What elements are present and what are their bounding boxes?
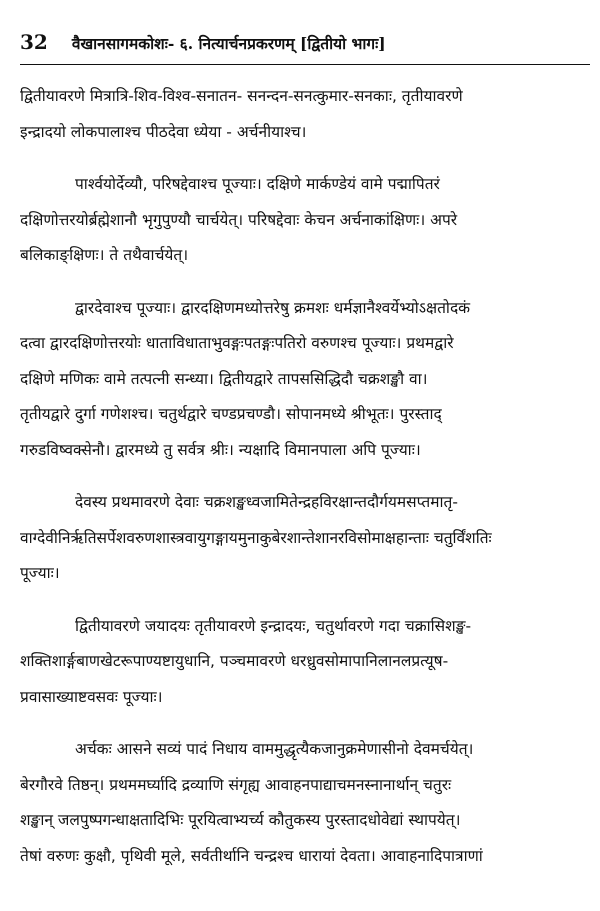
body-text	[20, 79, 590, 874]
paragraph-4	[20, 485, 590, 592]
text-line: द्वितीयावरणे जयादयः तृतीयावरणे इन्द्रादयः, चतुर्थावरणे गदा चक्रासिशङ्ख-	[75, 616, 472, 635]
page-header	[20, 30, 590, 60]
text-line: बेरगौरवे तिष्ठन्। प्रथममर्घ्यादि द्रव्याणि संगृह्य आवाहनपाद्याचमनस्नानार्थान् चतुरः	[20, 775, 452, 794]
paragraph-1	[20, 79, 590, 150]
text-line: दक्षिणे मणिकः वामे तत्पत्नी सन्ध्या। द्वितीयद्वारे तापससिद्धिदौ चक्रशङ्खौ वा।	[20, 369, 428, 388]
paragraph-2	[20, 167, 590, 274]
text-line: पार्श्वयोर्देव्यौ, परिषद्देवाश्च पूज्याः। दक्षिणे मार्कण्डेयं वामे पद्मापितरं	[75, 175, 440, 193]
paragraph-3	[20, 291, 590, 469]
paragraph-5	[20, 609, 590, 716]
text-line: गरुडविष्वक्सेनौ। द्वारमध्ये तु सर्वत्र श्रीः। न्यक्षादि विमानपाला अपि पूज्याः।	[20, 440, 421, 459]
paragraph-6	[20, 732, 590, 874]
text-line: देवस्य प्रथमावरणे देवाः चक्रशङ्खध्वजामितेन्द्रहविरक्षान्तदौर्गयमसप्तमातृ-	[75, 493, 458, 511]
header-rule	[20, 64, 590, 65]
text-line: द्वारदेवाश्च पूज्याः। द्वारदक्षिणमध्योत्तरेषु क्रमशः धर्मज्ञानैश्वर्येभ्योऽक्षतोदकं	[75, 298, 471, 317]
page-number: 32	[20, 30, 48, 54]
running-head: वैखानसागमकोशः- ६. नित्यार्चनप्रकरणम् [द्वितीयो भागः]	[71, 34, 386, 53]
text-line: इन्द्रादयो लोकपालाश्च पीठदेवा ध्येया - अर्चनीयाश्च।	[20, 122, 307, 141]
text-line: दक्षिणोत्तरयोर्ब्रह्मेशानौ भृगुपुण्यौ चार्चयेत्। परिषद्देवाः केचन अर्चनाकांक्षिणः। अपरे	[20, 210, 458, 229]
text-line: वाग्देवीनिरृतिसर्पेशवरुणशास्त्रवायुगङ्गायमुनाकुबेरशान्तेशानरविसोमाक्षहान्ताः चतुर्विंशतिः	[20, 528, 492, 547]
text-line: दत्वा द्वारदक्षिणोत्तरयोः धाताविधाताभुवङ्गःपतङ्गःपतिरो वरुणश्च पूज्याः। प्रथमद्वारे	[20, 334, 454, 352]
text-line: द्वितीयावरणे मित्रात्रि-शिव-विश्व-सनातन- सनन्दन-सनत्कुमार-सनकाः, तृतीयावरणे	[20, 87, 463, 105]
text-line: अर्चकः आसने सव्यं पादं निधाय वाममुद्धृत्यैकजानुक्रमेणासीनो देवमर्चयेत्।	[75, 740, 474, 758]
text-line: प्रवासाख्याष्टवसवः पूज्याः।	[20, 687, 163, 706]
text-line: तृतीयद्वारे दुर्गा गणेशश्च। चतुर्थद्वारे चण्डप्रचण्डौ। सोपानमध्ये श्रीभूतः। पुरस्ताद्	[20, 405, 442, 423]
text-line: बलिकाङ्क्षिणः। ते तथैवार्चयेत्।	[20, 246, 189, 264]
text-line: तेषां वरुणः कुक्षौ, पृथिवी मूले, सर्वतीर्थानि चन्द्रश्च धारायां देवता। आवाहनादिपात्राणां	[20, 846, 483, 865]
text-line: पूज्याः।	[20, 564, 60, 582]
text-line: शङ्खान् जलपुष्पगन्धाक्षतादिभिः पूरयित्वाभ्यर्च्य कौतुकस्य पुरस्तादधोवेद्यां स्थापयेत्।	[20, 811, 461, 829]
text-line: शक्तिशार्ङ्गबाणखेटरूपाण्यष्टायुधानि, पञ्चमावरणे धरध्रुवसोमापानिलानलप्रत्यूष-	[20, 652, 449, 670]
